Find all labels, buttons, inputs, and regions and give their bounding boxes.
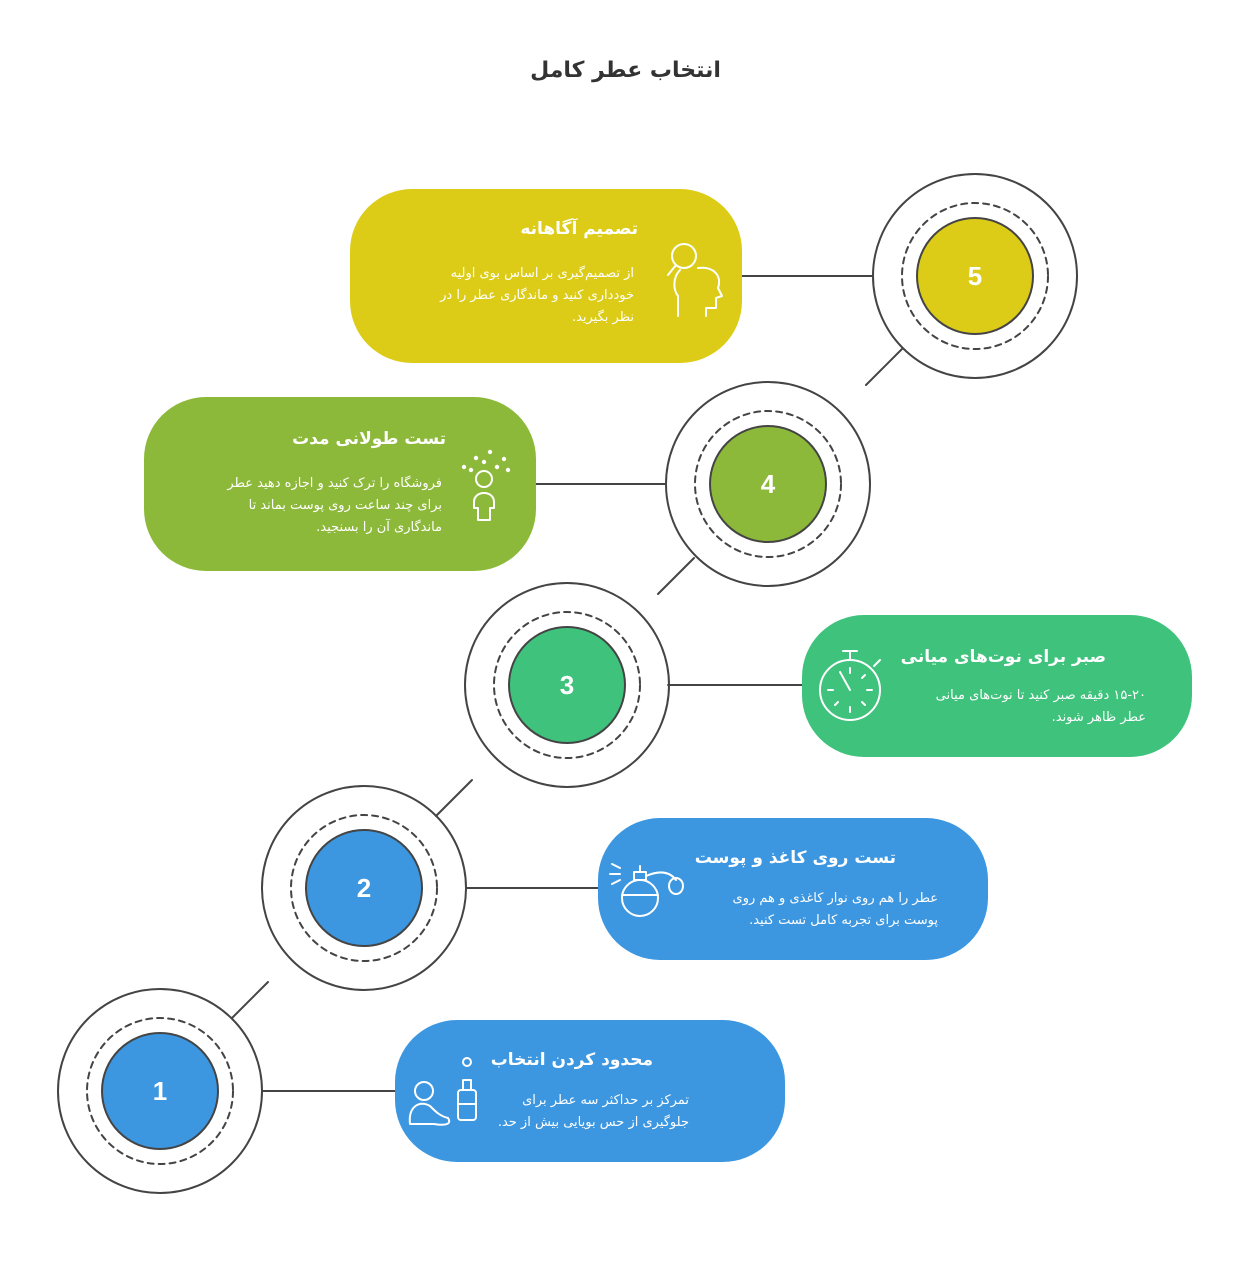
card-description-line: فروشگاه را ترک کنید و اجازه دهید عطر	[227, 476, 442, 491]
card-description	[172, 473, 442, 539]
card-description-line: ماندگاری آن را بسنجید.	[316, 520, 442, 535]
connector-4-5	[866, 349, 902, 385]
card-step-1	[395, 1020, 785, 1162]
connector-2-3	[436, 780, 472, 816]
card-description-line: نظر بگیرید.	[571, 310, 634, 325]
card-description	[688, 888, 938, 932]
card-heading: صبر برای نوت‌های میانی	[900, 647, 1106, 667]
step-number-1: 1	[152, 1076, 168, 1106]
card-description-line: جلوگیری از حس بویایی بیش از حد.	[497, 1115, 689, 1130]
card-step-2	[598, 818, 988, 960]
step-number-3: 3	[559, 670, 575, 700]
card-heading: محدود کردن انتخاب	[490, 1050, 653, 1070]
card-step-4	[144, 397, 536, 571]
card-description-line: عطر ظاهر شوند.	[1051, 710, 1146, 725]
card-description-line: تمرکز بر حداکثر سه عطر برای	[522, 1093, 689, 1108]
card-heading: تست طولانی مدت	[292, 429, 446, 449]
card-description-line: پوست برای تجربه کامل تست کنید.	[749, 913, 938, 928]
card-step-3	[802, 615, 1192, 757]
card-description-line: عطر را هم روی نوار کاغذی و هم روی	[732, 891, 938, 906]
card-heading: تصمیم آگاهانه	[520, 219, 638, 239]
card-description-line: برای چند ساعت روی پوست بماند تا	[248, 498, 442, 513]
card-description	[469, 1090, 689, 1134]
step-number-2: 2	[356, 873, 372, 903]
step-number-5: 5	[967, 261, 983, 291]
card-heading: تست روی کاغذ و پوست	[694, 848, 896, 868]
connector-1-2	[232, 982, 268, 1018]
page-title: انتخاب عطر کامل	[530, 58, 721, 83]
card-description-line: خودداری کنید و ماندگاری عطر را در	[440, 288, 634, 303]
step-number-4: 4	[760, 469, 776, 499]
card-description	[896, 685, 1146, 729]
card-step-5	[350, 189, 742, 363]
connector-3-4	[658, 558, 694, 594]
card-description	[374, 263, 634, 329]
card-description-line: ۱۵-۲۰ دقیقه صبر کنید تا نوت‌های میانی	[935, 688, 1146, 703]
card-description-line: از تصمیم‌گیری بر اساس بوی اولیه	[450, 266, 634, 281]
